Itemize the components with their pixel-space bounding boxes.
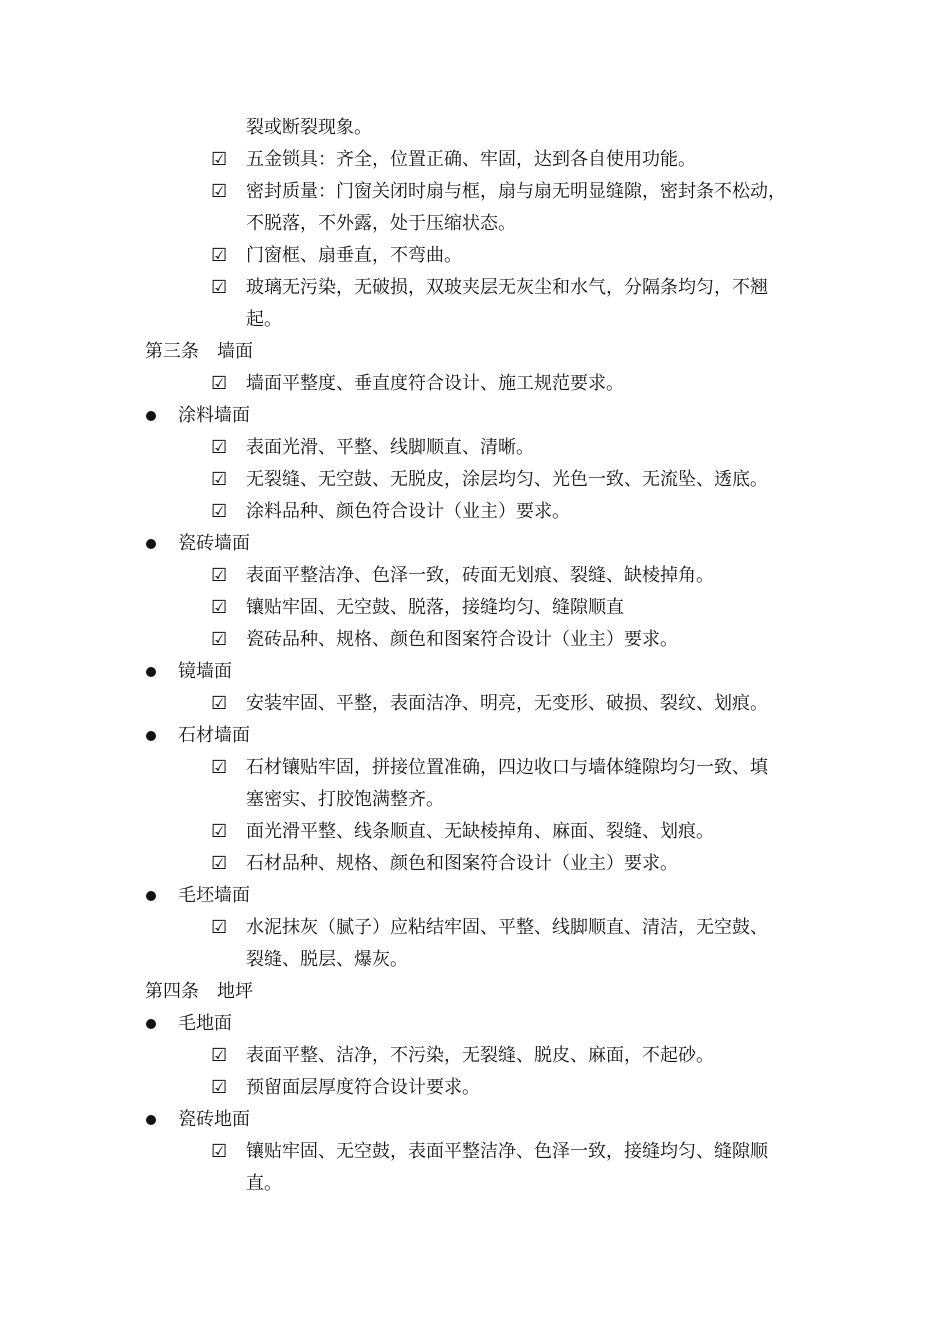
checkbox-checked-icon: ☑ — [211, 149, 228, 170]
line-text: 瓷砖品种、规格、颜色和图案符合设计（业主）要求。 — [246, 629, 678, 650]
bullet-dot-icon — [146, 539, 156, 549]
line-text: 第四条 地坪 — [145, 981, 253, 1002]
bullet-item — [0, 1104, 950, 1136]
checkbox-checked-icon: ☑ — [211, 597, 228, 618]
continuation-line — [0, 944, 950, 976]
line-text: 起。 — [246, 309, 282, 330]
line-text: 预留面层厚度符合设计要求。 — [246, 1077, 480, 1098]
bullet-dot-icon — [146, 1115, 156, 1125]
continuation-line — [0, 208, 950, 240]
bullet-item — [0, 400, 950, 432]
checklist-item — [0, 1040, 950, 1072]
checkbox-checked-icon: ☑ — [211, 1077, 228, 1098]
line-text: 镶贴牢固、无空鼓，表面平整洁净、色泽一致，接缝均匀、缝隙顺 — [246, 1141, 768, 1162]
line-text: 毛地面 — [178, 1013, 232, 1034]
bullet-item — [0, 880, 950, 912]
continuation-line — [0, 1168, 950, 1200]
line-text: 石材镶贴牢固，拼接位置准确，四边收口与墙体缝隙均匀一致、填 — [246, 757, 768, 778]
line-text: 表面平整、洁净，不污染，无裂缝、脱皮、麻面，不起砂。 — [246, 1045, 714, 1066]
checklist-item — [0, 176, 950, 208]
checklist-item — [0, 848, 950, 880]
line-text: 无裂缝、无空鼓、无脱皮，涂层均匀、光色一致、无流坠、透底。 — [246, 469, 768, 490]
line-text: 裂缝、脱层、爆灰。 — [246, 949, 408, 970]
line-text: 石材墙面 — [178, 725, 250, 746]
line-text: 瓷砖地面 — [178, 1109, 250, 1130]
line-text: 石材品种、规格、颜色和图案符合设计（业主）要求。 — [246, 853, 678, 874]
checklist-item — [0, 432, 950, 464]
line-text: 裂或断裂现象。 — [246, 117, 372, 138]
checkbox-checked-icon: ☑ — [211, 853, 228, 874]
checklist-item — [0, 560, 950, 592]
bullet-item — [0, 720, 950, 752]
checkbox-checked-icon: ☑ — [211, 821, 228, 842]
line-text: 五金锁具：齐全，位置正确、牢固，达到各自使用功能。 — [246, 149, 696, 170]
line-text: 水泥抹灰（腻子）应粘结牢固、平整、线脚顺直、清洁，无空鼓、 — [246, 917, 768, 938]
checkbox-checked-icon: ☑ — [211, 437, 228, 458]
checklist-item — [0, 496, 950, 528]
line-text: 镜墙面 — [178, 661, 232, 682]
checkbox-checked-icon: ☑ — [211, 565, 228, 586]
bullet-dot-icon — [146, 667, 156, 677]
checkbox-checked-icon: ☑ — [211, 1045, 228, 1066]
checkbox-checked-icon: ☑ — [211, 917, 228, 938]
checklist-item — [0, 144, 950, 176]
checklist-item — [0, 368, 950, 400]
checkbox-checked-icon: ☑ — [211, 181, 228, 202]
checklist-item — [0, 624, 950, 656]
line-text: 瓷砖墙面 — [178, 533, 250, 554]
continuation-line — [0, 304, 950, 336]
document-body — [0, 112, 950, 1200]
line-text: 毛坯墙面 — [178, 885, 250, 906]
bullet-dot-icon — [146, 731, 156, 741]
checkbox-checked-icon: ☑ — [211, 277, 228, 298]
bullet-dot-icon — [146, 891, 156, 901]
checklist-item — [0, 592, 950, 624]
checkbox-checked-icon: ☑ — [211, 469, 228, 490]
line-text: 密封质量：门窗关闭时扇与框，扇与扇无明显缝隙，密封条不松动， — [246, 181, 786, 202]
continuation-line — [0, 112, 950, 144]
line-text: 安装牢固、平整，表面洁净、明亮，无变形、破损、裂纹、划痕。 — [246, 693, 768, 714]
line-text: 涂料墙面 — [178, 405, 250, 426]
checklist-item — [0, 816, 950, 848]
checklist-item — [0, 1136, 950, 1168]
checkbox-checked-icon: ☑ — [211, 501, 228, 522]
line-text: 面光滑平整、线条顺直、无缺棱掉角、麻面、裂缝、划痕。 — [246, 821, 714, 842]
bullet-item — [0, 1008, 950, 1040]
bullet-dot-icon — [146, 411, 156, 421]
bullet-item — [0, 656, 950, 688]
section-heading — [0, 336, 950, 368]
section-heading — [0, 976, 950, 1008]
line-text: 门窗框、扇垂直，不弯曲。 — [246, 245, 462, 266]
checklist-item — [0, 752, 950, 784]
checklist-item — [0, 1072, 950, 1104]
checkbox-checked-icon: ☑ — [211, 1141, 228, 1162]
line-text: 表面光滑、平整、线脚顺直、清晰。 — [246, 437, 534, 458]
bullet-item — [0, 528, 950, 560]
line-text: 塞密实、打胶饱满整齐。 — [246, 789, 444, 810]
line-text: 镶贴牢固、无空鼓、脱落，接缝均匀、缝隙顺直 — [246, 597, 624, 618]
checkbox-checked-icon: ☑ — [211, 693, 228, 714]
line-text: 直。 — [246, 1173, 282, 1194]
checklist-item — [0, 272, 950, 304]
continuation-line — [0, 784, 950, 816]
line-text: 墙面平整度、垂直度符合设计、施工规范要求。 — [246, 373, 624, 394]
checklist-item — [0, 464, 950, 496]
checklist-item — [0, 912, 950, 944]
line-text: 表面平整洁净、色泽一致，砖面无划痕、裂缝、缺棱掉角。 — [246, 565, 714, 586]
line-text: 第三条 墙面 — [145, 341, 253, 362]
checklist-item — [0, 240, 950, 272]
line-text: 玻璃无污染，无破损，双玻夹层无灰尘和水气，分隔条均匀，不翘 — [246, 277, 768, 298]
checkbox-checked-icon: ☑ — [211, 629, 228, 650]
line-text: 涂料品种、颜色符合设计（业主）要求。 — [246, 501, 570, 522]
checkbox-checked-icon: ☑ — [211, 757, 228, 778]
checkbox-checked-icon: ☑ — [211, 373, 228, 394]
checklist-item — [0, 688, 950, 720]
bullet-dot-icon — [146, 1019, 156, 1029]
checkbox-checked-icon: ☑ — [211, 245, 228, 266]
line-text: 不脱落，不外露，处于压缩状态。 — [246, 213, 516, 234]
